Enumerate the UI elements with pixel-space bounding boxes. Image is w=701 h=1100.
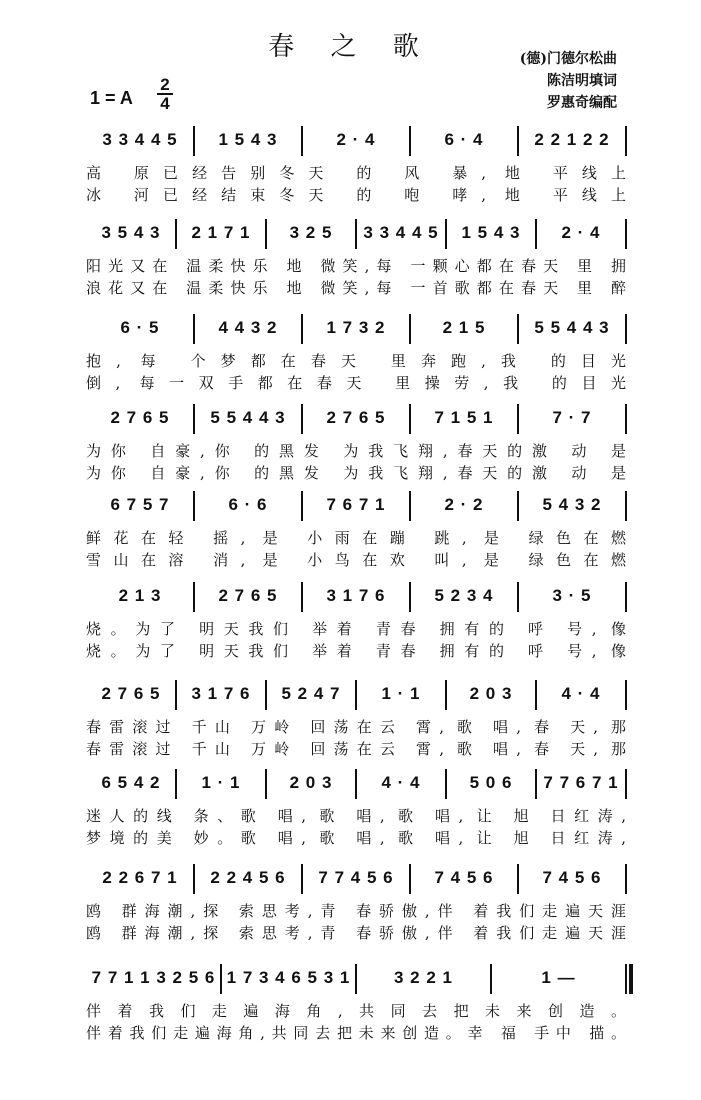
barline <box>517 582 519 612</box>
barline <box>193 491 195 521</box>
barline <box>490 964 492 994</box>
lyric-line-1: 迷人的线 条、歌 唱, 歌 唱, 歌 唱, 让 旭 日红涛, <box>86 807 626 825</box>
barline <box>517 491 519 521</box>
lyric-line-1: 烧。为了 明天我们 举着 青春 拥有的 呼 号, 像 <box>86 620 626 638</box>
barline <box>355 680 357 710</box>
barline <box>409 126 411 156</box>
notes-row <box>86 773 626 795</box>
lyric-line-2: 春雷滚过 千山 万岭 回荡在云 霄, 歌 唱, 春 天, 那 <box>86 740 626 758</box>
score-system <box>86 860 626 940</box>
measure: 2 1 5 <box>442 318 486 337</box>
measure: 4 · 4 <box>381 773 421 792</box>
lyric-line-2: 梦境的美 妙。歌 唱, 歌 唱, 歌 唱, 让 旭 日红涛, <box>86 829 626 847</box>
measure: 2 1 7 1 <box>191 223 251 242</box>
measure: 3 2 2 1 <box>394 968 453 987</box>
score-system <box>86 960 626 1040</box>
barline <box>625 219 627 249</box>
barline <box>193 864 195 894</box>
measure: 3 3 4 4 5 <box>102 130 178 149</box>
barline <box>301 314 303 344</box>
barline <box>193 404 195 434</box>
measure: 2 1 3 <box>118 586 162 605</box>
score-system <box>86 400 626 480</box>
measure: 5 4 3 2 <box>542 495 602 514</box>
measure: 5 5 4 4 3 <box>534 318 610 337</box>
measure: 2 7 6 5 <box>326 408 386 427</box>
barline <box>175 219 177 249</box>
measure: 7 7 1 1 3 2 5 6 <box>91 968 216 987</box>
lyric-line-2: 浪花又在 温柔快乐 地 微笑,每 一首歌都在春天 里 醉 <box>86 279 626 297</box>
measure: 3 1 7 6 <box>326 586 386 605</box>
barline <box>409 864 411 894</box>
measure: 4 4 3 2 <box>218 318 278 337</box>
measure: 5 2 3 4 <box>434 586 494 605</box>
measure: 7 1 5 1 <box>434 408 494 427</box>
barline <box>175 769 177 799</box>
lyric-line-2: 为你 自豪,你 的黑发 为我飞翔,春天的激 动 是 <box>86 464 626 482</box>
lyric-line-1: 春雷滚过 千山 万岭 回荡在云 霄, 歌 唱, 春 天, 那 <box>86 718 626 736</box>
measure: 1 7 3 2 <box>326 318 386 337</box>
measure: 1 5 4 3 <box>461 223 521 242</box>
notes-row <box>86 868 626 890</box>
barline <box>517 314 519 344</box>
time-signature <box>156 76 174 112</box>
time-signature-bottom: 4 <box>160 94 170 113</box>
lyric-line-2: 雪山在溶 消, 是 小鸟在欢 叫, 是 绿色在燃 <box>86 551 626 569</box>
measure: 6 · 6 <box>228 495 268 514</box>
lyric-line-1: 鸥 群海潮,探 索思考,青 春骄傲,伴 着我们走遍天涯 <box>86 902 626 920</box>
measure: 2 2 4 5 6 <box>210 868 286 887</box>
barline <box>625 864 627 894</box>
barline <box>301 864 303 894</box>
barline <box>625 491 627 521</box>
measure: 6 7 5 7 <box>110 495 170 514</box>
measure: 2 7 6 5 <box>110 408 170 427</box>
notes-row <box>86 586 626 608</box>
notes-row <box>86 968 626 990</box>
barline <box>409 404 411 434</box>
score-system <box>86 310 626 390</box>
measure: 7 4 5 6 <box>434 868 494 887</box>
measure: 2 7 6 5 <box>218 586 278 605</box>
song-title: 春 之 歌 <box>268 32 433 62</box>
score-system <box>86 487 626 567</box>
notes-row <box>86 318 626 340</box>
measure: 3 2 5 <box>289 223 333 242</box>
barline <box>355 219 357 249</box>
barline <box>517 864 519 894</box>
measure: 7 · 7 <box>552 408 592 427</box>
arranger-credit: 罗惠奇编配 <box>547 95 617 111</box>
measure: 1 · 1 <box>201 773 241 792</box>
barline <box>625 314 627 344</box>
lyric-line-2: 倒, 每一双手都在春天 里操劳,我 的目光 <box>86 374 626 392</box>
measure: 5 2 4 7 <box>281 684 341 703</box>
notes-row <box>86 684 626 706</box>
barline <box>409 314 411 344</box>
barline <box>625 404 627 434</box>
score-system <box>86 676 626 756</box>
measure: 5 0 6 <box>469 773 513 792</box>
barline <box>535 219 537 249</box>
barline <box>625 126 627 156</box>
notes-row <box>86 495 626 517</box>
barline <box>301 404 303 434</box>
barline <box>301 491 303 521</box>
measure: 1 5 4 3 <box>218 130 278 149</box>
barline <box>193 314 195 344</box>
measure: 4 · 4 <box>561 684 601 703</box>
lyric-line-1: 抱, 每 个梦都在春天 里奔跑,我 的目光 <box>86 352 626 370</box>
score-system <box>86 215 626 295</box>
barline <box>193 582 195 612</box>
barline <box>625 964 627 994</box>
lyric-line-2: 冰 河已经结束冬天 的 咆 哮, 地 平线上 <box>86 186 626 204</box>
measure: 7 4 5 6 <box>542 868 602 887</box>
barline <box>625 582 627 612</box>
measure: 1 · 1 <box>381 684 421 703</box>
barline <box>517 126 519 156</box>
barline <box>193 126 195 156</box>
lyric-line-1: 高 原已经告别冬天 的 风 暴, 地 平线上 <box>86 164 626 182</box>
score-system <box>86 578 626 658</box>
measure: 3 · 5 <box>552 586 592 605</box>
composer-credit: (德)门德尔松曲 <box>519 51 617 67</box>
barline <box>445 769 447 799</box>
barline <box>301 126 303 156</box>
lyric-line-1: 阳光又在 温柔快乐 地 微笑,每 一颗心都在春天 里 拥 <box>86 257 626 275</box>
measure: 6 5 4 2 <box>101 773 161 792</box>
measure: 6 · 5 <box>120 318 160 337</box>
barline <box>265 680 267 710</box>
barline <box>265 219 267 249</box>
lyric-line-1: 鲜花在轻 摇, 是 小雨在蹦 跳, 是 绿色在燃 <box>86 529 626 547</box>
measure: 5 5 4 4 3 <box>210 408 286 427</box>
barline <box>409 582 411 612</box>
notes-row <box>86 408 626 430</box>
lyric-line-2: 烧。为了 明天我们 举着 青春 拥有的 呼 号, 像 <box>86 642 626 660</box>
barline <box>535 680 537 710</box>
barline <box>445 219 447 249</box>
barline <box>535 769 537 799</box>
barline <box>355 964 357 994</box>
score-system <box>86 765 626 845</box>
barline <box>517 404 519 434</box>
notes-row <box>86 130 626 152</box>
barline <box>409 491 411 521</box>
measure: 3 5 4 3 <box>101 223 161 242</box>
measure: 2 2 6 7 1 <box>102 868 178 887</box>
lyric-line-2: 伴着我们走遍海角,共同去把未来创造。幸 福 手中 描。 <box>86 1024 626 1042</box>
key-signature: 1 = A <box>90 88 133 108</box>
notes-row <box>86 223 626 245</box>
lyric-line-1: 为你 自豪,你 的黑发 为我飞翔,春天的激 动 是 <box>86 442 626 460</box>
measure: 2 2 1 2 2 <box>534 130 610 149</box>
barline <box>220 964 222 994</box>
measure: 7 7 6 7 1 <box>543 773 619 792</box>
measure: 3 3 4 4 5 <box>363 223 439 242</box>
barline <box>265 769 267 799</box>
measure: 7 6 7 1 <box>326 495 386 514</box>
measure: 2 0 3 <box>469 684 513 703</box>
barline <box>301 582 303 612</box>
barline <box>625 769 627 799</box>
measure: 3 1 7 6 <box>191 684 251 703</box>
score-system <box>86 122 626 202</box>
measure: 6 · 4 <box>444 130 484 149</box>
measure: 2 7 6 5 <box>101 684 161 703</box>
measure: 2 · 2 <box>444 495 484 514</box>
barline <box>625 680 627 710</box>
barline <box>445 680 447 710</box>
measure: 2 0 3 <box>289 773 333 792</box>
measure: 1 7 3 4 6 5 3 1 <box>226 968 351 987</box>
time-signature-top: 2 <box>160 75 170 94</box>
barline <box>175 680 177 710</box>
barline <box>355 769 357 799</box>
final-barline <box>629 964 633 994</box>
measure: 7 7 4 5 6 <box>318 868 394 887</box>
lyricist-credit: 陈洁明填词 <box>547 73 617 89</box>
lyric-line-1: 伴着我们走遍海角,共同去把未来创造。 <box>86 1002 626 1020</box>
measure: 1 — <box>541 968 576 987</box>
measure: 2 · 4 <box>336 130 376 149</box>
measure: 2 · 4 <box>561 223 601 242</box>
lyric-line-2: 鸥 群海潮,探 索思考,青 春骄傲,伴 着我们走遍天涯 <box>86 924 626 942</box>
